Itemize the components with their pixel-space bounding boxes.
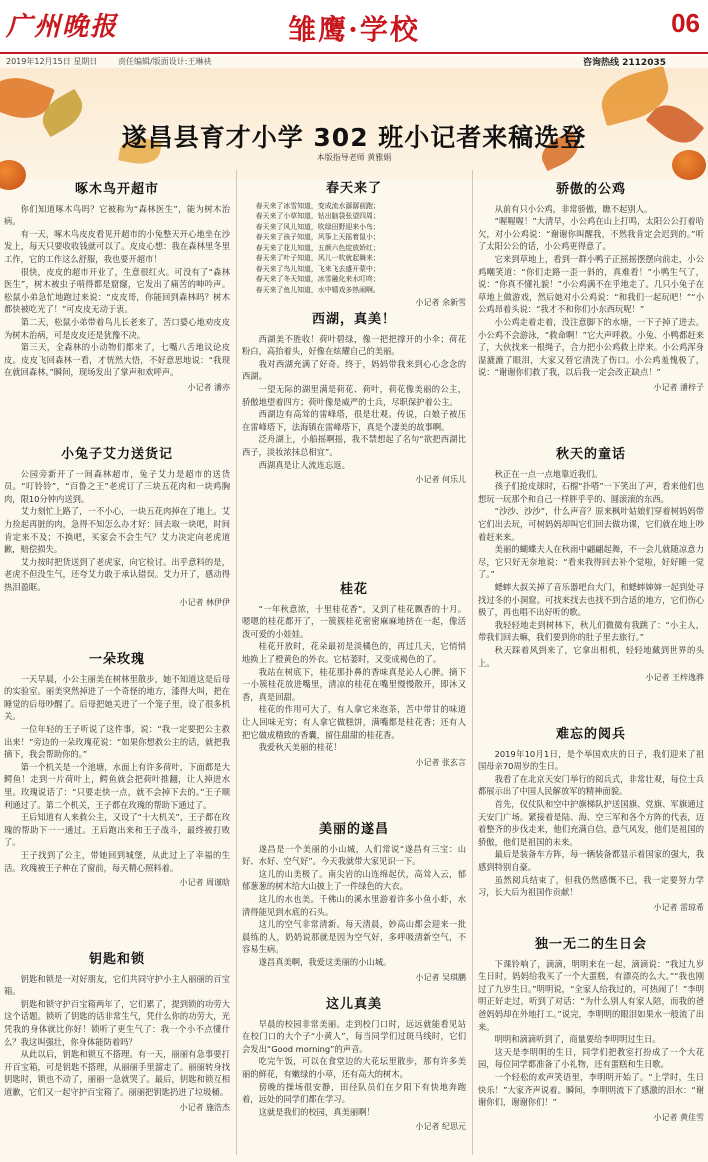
editor-credit: 责任编辑/版面设计:王琳袂: [118, 57, 212, 66]
article-paragraph: 春天来了冰雪知道，变成流水潺潺前跑；: [255, 201, 380, 210]
article: [242, 580, 466, 769]
article-paragraph: 桂花开放时，花朵最初是淡橘色的，再过几天，它悄悄地换上了橙黄色的外衣。它枯萎时，又变成褐色的了。: [242, 641, 466, 664]
article-paragraph: 钥匙和锁守护百宝箱两年了，它们累了，提到锁的功劳大这个话题。锁听了钥匙的话非常生气，凭什么你的功劳大，光凭我的身体就比你好！锁听了更生气了：我一个小不点懂什么？我这叫强壮，你身体能防着吗？: [4, 998, 230, 1047]
article-title: 美丽的遂昌: [318, 822, 389, 837]
article-paragraph: 一位年轻的王子听说了这件事，说：“我一定要把公主救出来！”旁边的一朵玫瑰花说：“如果你想救公主的话，就把我摘下，我会帮助你的。”: [4, 723, 230, 760]
article-paragraph: 王后知道有人来救公主，又设了“十大机关”，王子都在玫瑰的帮助下一一通过。王后跑出来和王子战斗，最终被打败了。: [4, 812, 230, 848]
article-paragraph: 孩子们抢皮球时，石榴“扑嗒”一下笑出了声，看来他们也想玩一玩那个和自己一样胖乎乎的、圆滚滚的东西。: [478, 481, 704, 504]
article-paragraph: 从前有只小公鸡，非常骄傲，瞧不起别人。: [494, 203, 653, 214]
article-title: 难忘的阅兵: [555, 727, 626, 742]
article: [478, 445, 704, 685]
masthead: [0, 0, 708, 56]
article-byline: 小记者 潘梓子: [653, 382, 704, 392]
article-byline: 小记者 吴琪鹏: [415, 972, 466, 982]
article-paragraph: 一天早晨，小公主丽美在树林里散步，她不知道这是后母的实验室。丽美突然掉进了一个奇怪的地方，漆得大叫，把在睡觉的后母吵醒了。后母把她关进了一个笼子里，设了很多机关。: [4, 673, 230, 722]
article-paragraph: 最后是装备车方阵，每一辆装备都显示着国家的强大，我感到特别自豪。: [478, 849, 704, 872]
article-title: 桂花: [339, 582, 368, 597]
article-paragraph: 公园旁新开了一间森林超市，兔子艾力是超市的送货员。“叮铃铃”，“百鲁之王”老虎订了三块五花肉和一块鸡胸肉，限10分钟内送到。: [4, 468, 230, 504]
article-paragraph: 一个轻松的欢声笑语里，李明明开始了。“上学时，生日快乐！”大家齐声说着。瞬间，李明明流下了感激的泪水：“谢谢你们，谢谢你们！”: [478, 1071, 704, 1108]
page-headline: 遂昌县育才小学 302 班小记者来稿选登: [121, 123, 587, 152]
article-paragraph: 西湖美不胜收！荷叶碧绿，像一把把撑开的小伞；荷花粉白，高抬着头，好像在炫耀自己的美丽。: [242, 333, 466, 357]
article: [4, 950, 230, 1114]
article: [242, 995, 466, 1134]
page-number: 06: [671, 8, 700, 38]
info-bar: [0, 52, 708, 66]
article-title: 啄木鸟开超市: [74, 182, 159, 197]
article-paragraph: 它来到草地上，看到一群小鸭子正摇摇摆摆向前走，小公鸡嘲笑道：“你们走路一歪一斜的，真难看！”小鸭生气了，说：“你真不懂礼貌！”小公鸡满不在乎地走了。几只小兔子在草地上做游戏，然后她对小公鸡说：“和我们一起玩吧！”“小公鸡昂着头说：“我才不和你们小东西玩呢！”: [478, 253, 704, 315]
article-paragraph: 美丽的蝴蝶夫人在秋雨中翩翩起舞，不一会儿就随凉意力尽，它只好无奈地说：“看来我得回去补个觉啦，好好睡一觉了。”: [478, 544, 704, 580]
article-title: 一朵玫瑰: [88, 652, 145, 667]
article-paragraph: 2019年10月1日，是个举国欢庆的日子，我们迎来了祖国母亲70周岁的生日。: [478, 748, 704, 772]
article-paragraph: 艾力按时把货送到了老虎家，向它检讨。出乎意料的是，老虎不但没生气，还夸艾力敢于承认错误。艾力开了，感动得热泪盈眶。: [4, 556, 230, 592]
article-paragraph: 这就是我们的校园，真美丽啊！: [258, 1106, 375, 1117]
article-paragraph: 桂花的作用可大了，有人拿它来泡茶，苦中带甘的味道让人回味无穷；有人拿它做糕饼，满嘴都是桂花香；还有人把它做成精致的香囊，留住甜甜的桂花香。: [242, 704, 466, 740]
article-paragraph: 虽然阅兵结束了，但我仍然感慨不已，我一定要努力学习，长大后为祖国作贡献！: [478, 874, 704, 898]
article-byline: 小记者 林伊伊: [179, 597, 230, 607]
article-paragraph: 王子找到了公主，带她回到城堡，从此过上了幸福的生活。玫瑰被王子种在了窗前，每天精心照料着。: [4, 849, 230, 873]
article: [478, 725, 704, 914]
article: [242, 180, 466, 309]
article-paragraph: 春天来了冬天知道，冰雪融化来水叮咚；: [255, 275, 380, 283]
article-paragraph: 秋正在一点一点地靠近我们。: [494, 468, 603, 479]
article-byline: 小记者 周谨晗: [179, 878, 230, 888]
article-paragraph: “一年秋意浓，十里桂花香”，又到了桂花飘香的十月。嗯嗯的桂花都开了，一簇簇桂花密密麻麻地挤在一起，像活泼可爱的小娃娃。: [242, 603, 466, 639]
article-title: 钥匙和锁: [88, 952, 145, 967]
article: [4, 180, 230, 395]
article-paragraph: 早晨的校园非常美丽。走到校门口时，远远就能看见站在校门口的大个子“小黄人”，每当同学们过斑马线时，它们会发出“Good morning”的声音。: [242, 1018, 466, 1054]
article-paragraph: 艾力刻忙上路了，一不小心，一块五花肉掉在了地上。艾力捡起再脏的肉，急得不知怎么办才好：回去取一块吧，时间肯定来不及；不换吧，买家会不会生气？艾力决定向老虎道歉，赔偿损失。: [4, 506, 230, 555]
article-paragraph: 第三天，全森林的小动物们都来了，七嘴八舌地议论皮皮。皮皮飞回森林一看，才恍然大悟，不好意思地说：“我现在就回森林。”瞬间，现场发出了掌声和欢呼声。: [4, 342, 230, 378]
article-paragraph: 明明和滴滴听到了，商量要给李明明过生日。: [494, 1034, 661, 1045]
article-paragraph: 第一个机关是一个池塘，水面上有许多荷叶，下面都是大鳄鱼！走到一片荷叶上，鳄鱼就会把荷叶推翻，让人掉进水里。玫瑰说话了：“只要走快一点，就不会掉下去的。”王子顺利通过了。第二个机关，王子都在玫瑰的帮助下通过了。: [4, 761, 230, 810]
article: [4, 650, 230, 890]
article-byline: 小记者 雷琼希: [653, 902, 704, 912]
article-paragraph: 我站在树底下，桂花那扑鼻的香味真是沁人心脾。摘下一小簇桂花放进嘴里，清凉的桂花在嘴里慢慢散开，即沐又香，真是回甜。: [242, 666, 466, 702]
newspaper-logo: 广州晚报: [6, 12, 119, 42]
article-byline: 小记者 何乐儿: [415, 475, 466, 485]
article-title: 小兔子艾力送货记: [60, 447, 173, 462]
article-paragraph: 西湖边有高耸的雷峰塔，很是壮观。传说，白娘子被压在雷峰塔下，法海镇在雷峰塔下，真是个凄美的故事啊。: [242, 409, 466, 432]
article-paragraph: 春天来了孩子知道，风筝上天摇着鼠小；: [255, 233, 380, 241]
article-paragraph: 我对西湖充满了好奇。终于，妈妈带我来到心心念念的西湖。: [242, 358, 466, 382]
article-paragraph: 春天来了鱼儿知道，水中嬉戏多热闹啊。: [255, 285, 380, 294]
article-paragraph: 很快，皮皮的超市开业了，生意很红火。可没有了“森林医生”，树木被虫子啃得都是窟窿，它发出了痛苦的呻吟声。松鼠小弟急忙地跑过来说：“皮皮哥，你能回到森林吗？树木都快被吃光了！”可皮皮无动于衷。: [4, 266, 230, 315]
article-paragraph: 第二天，松鼠小弟带着鸟儿长老来了，苦口婆心地劝皮皮为树木治病，可是皮皮还是犹豫不决。: [4, 316, 230, 340]
article-paragraph: 小公鸡走着走着，没注意脚下的水塘，一下子掉了进去。小公鸡不会游泳，“救命啊！”它大声呼救。小兔、小鸭都赶来了，大伙找来一根绳子，合力把小公鸡救上岸来。小公鸡浑身湿漉漉了眼泪，大家又替它清洗了伤口。小公鸡羞愧极了，说：“谢谢你们救了我，以后我一定会改正缺点！”: [478, 316, 704, 378]
article: [242, 310, 466, 487]
article-paragraph: 钥匙和锁是一对好朋友，它们共同守护小主人丽丽的百宝箱。: [4, 973, 230, 997]
article-byline: 小记者 黄佳雪: [653, 1112, 704, 1122]
article-paragraph: 有一天，啄木鸟皮皮看见开超市的小兔整天开心地坐在沙发上，每天只要收收钱就可以了。皮皮心想：我在森林里冬里工作，它的工作这么舒服，我也要开超市！: [4, 228, 230, 264]
article: [4, 445, 230, 609]
article-paragraph: 泛舟湖上，小船摇啊摇，我不禁想起了名句“欲把西湖比西子，淡妆浓抹总相宜”。: [242, 434, 466, 457]
article-title: 西湖，真美！: [311, 312, 396, 327]
article-paragraph: “沙沙、沙沙”，什么声音？原来枫叶姑娘们穿着树妈妈带它们出去玩，可树妈妈却叫它们回去做功课，它们就在地上吵着赶来来。: [478, 506, 704, 542]
article-paragraph: 西湖真是让人流连忘返。: [258, 459, 350, 470]
article-paragraph: 秋天踩着风到来了，它拿出相机，轻轻地戴到世界的头上。: [478, 644, 704, 668]
article: [242, 820, 466, 984]
article-paragraph: 我爱秋天美丽的桂花！: [258, 742, 342, 753]
article-title: 春天来了: [325, 181, 382, 196]
article-byline: 小记者 张玄言: [415, 757, 466, 767]
article-paragraph: 这天是李明明的生日，同学们把教室打扮成了一个大花园，每位同学都准备了小礼物，还有蛋糕和生日歌。: [478, 1046, 704, 1070]
article-title: 这儿真美: [325, 997, 382, 1012]
hotline: 咨询热线 2112035: [583, 58, 666, 68]
column-divider: [236, 170, 237, 1155]
article-byline: 小记者 潘亦: [187, 382, 230, 392]
issue-date: 2019年12月15日 星期日: [6, 57, 98, 66]
article-title: 骄傲的公鸡: [555, 182, 626, 197]
article-paragraph: 春天来了花儿知道，五颜六色绽放娇红；: [255, 243, 380, 252]
article-paragraph: 你们知道啄木鸟吗？它被称为“森林医生”，能为树木治病。: [4, 203, 230, 227]
section-title: 雏鹰·学校: [288, 13, 420, 46]
article-title: 独一无二的生日会: [534, 937, 647, 952]
article: [478, 180, 704, 395]
article-paragraph: 这儿的水也美。千佛山的溪水里游着许多小鱼小虾，水清得能见到水底的石头。: [242, 893, 466, 917]
column-divider: [472, 170, 473, 1155]
article-paragraph: 遂昌是一个美丽的小山城，人们常说“遂昌有三宝：山好、水好、空气好”。今天我就带大家见识一下。: [242, 843, 466, 867]
article-byline: 小记者 纪思元: [415, 1122, 466, 1132]
article-paragraph: 这儿的山美极了。南尖岩的山连绵起伏，高耸入云，郁郁葱葱的树木给大山披上了一件绿色的大衣。: [242, 868, 466, 892]
article-paragraph: 春天来了小草知道，钻出脑袋张望四周；: [255, 212, 380, 220]
article-paragraph: 春天来了鸟儿知道，飞来飞去盛开蒙中；: [255, 264, 380, 273]
article-byline: 小记者 施浩杰: [179, 1102, 230, 1112]
article-paragraph: 这儿的空气非常清新。每天清晨，妙高山都会迎来一批晨练的人，奶奶说那就是因为空气好，多呼吸清新空气，不容易生病。: [242, 919, 466, 955]
article-paragraph: 下课铃响了，滴滴，明明来在一起，滴滴说：“我过九岁生日时，妈妈给我买了一个大蛋糕，有漂亮的么大。”“我也刚过了九岁生日。”明明说，“全家人给我过的，可热闹了！”李明明正好走过，听到了对话：“为什么别人有家人陪，而我的爸爸妈妈却在外地打工。”说完，李明明的眼泪如果水一般流了出来。: [478, 958, 704, 1032]
article-paragraph: 春天来了叶子知道，风儿一吹就起舞来；: [255, 254, 380, 262]
article-paragraph: 吃完午饭，可以在食堂边的大花坛里散步，那有许多美丽的鲜花，有嫩绿的小草，还有高大的树木。: [242, 1056, 466, 1079]
article-paragraph: 从此以后，钥匙和锁互不搭理。有一天，丽丽有急事要打开百宝箱，可是钥匙不搭理，从丽丽手里溜走了。丽丽转身找钥匙时，锁也不动了，丽丽一急就哭了。最后，钥匙和锁互相道歉，它们又一起守护百宝箱了。丽丽把钥匙扔进了垃圾桶。: [4, 1049, 230, 1097]
article-paragraph: 春天来了风儿知道，吹绿田野迎来小鸟；: [255, 222, 380, 231]
article-byline: 小记者 王梓逸骅: [645, 673, 704, 683]
article-paragraph: 遂昌真美啊，我爱这美丽的小山城。: [258, 956, 392, 967]
article-paragraph: 我轻轻地走到树林下，秋儿们微微有我跳了：“小主人，带我们回去嘛，我们要到你的肚子里去旅行。”: [478, 619, 704, 643]
article-paragraph: “喔喔喔！”大清早，小公鸡在山上打鸣，太阳公公打着哈欠，对小公鸡说：“谢谢你叫醒我，不然我肯定会迟到的。”听了太阳公公的话，小公鸡更得意了。: [478, 216, 704, 252]
article-paragraph: 首先，仪仗队和空中护旗梯队护送国旗、党旗、军旗通过天安门广场。紧接着是陆、海、空三军和各个方阵的代表，迈着整齐的步伐走来，他们充满自信，意气风发，他们是祖国的骄傲，他们是祖国的未来。: [478, 798, 704, 847]
article: [478, 935, 704, 1124]
article-paragraph: 傍晚的操场很安静，田径队员们在夕阳下有快地奔跑着，远处的同学们都在学习。: [242, 1081, 466, 1105]
article-paragraph: 我看了在北京天安门举行的阅兵式，非常壮观，每位士兵都展示出了中国人民解放军的精神面貌。: [478, 773, 704, 797]
article-paragraph: 蟋蟀大叔关掉了音乐器吧台大门，和蟋蟀婶婶一起到处寻找过冬的小洞窟。可找来找去也找不到合适的地方，它们伤心极了，再也唱不出好听的歌。: [478, 581, 704, 618]
article-title: 秋天的童话: [555, 447, 626, 462]
article-paragraph: 一望无际的湖里满是荷花、荷叶，荷花像美丽的公主，骄傲地望着四方；荷叶像是威严的士兵，尽职保护着公主。: [242, 383, 466, 407]
teacher-credit: 本版指导老师 黄雅娟: [316, 153, 392, 162]
article-byline: 小记者 余新雪: [415, 298, 466, 307]
